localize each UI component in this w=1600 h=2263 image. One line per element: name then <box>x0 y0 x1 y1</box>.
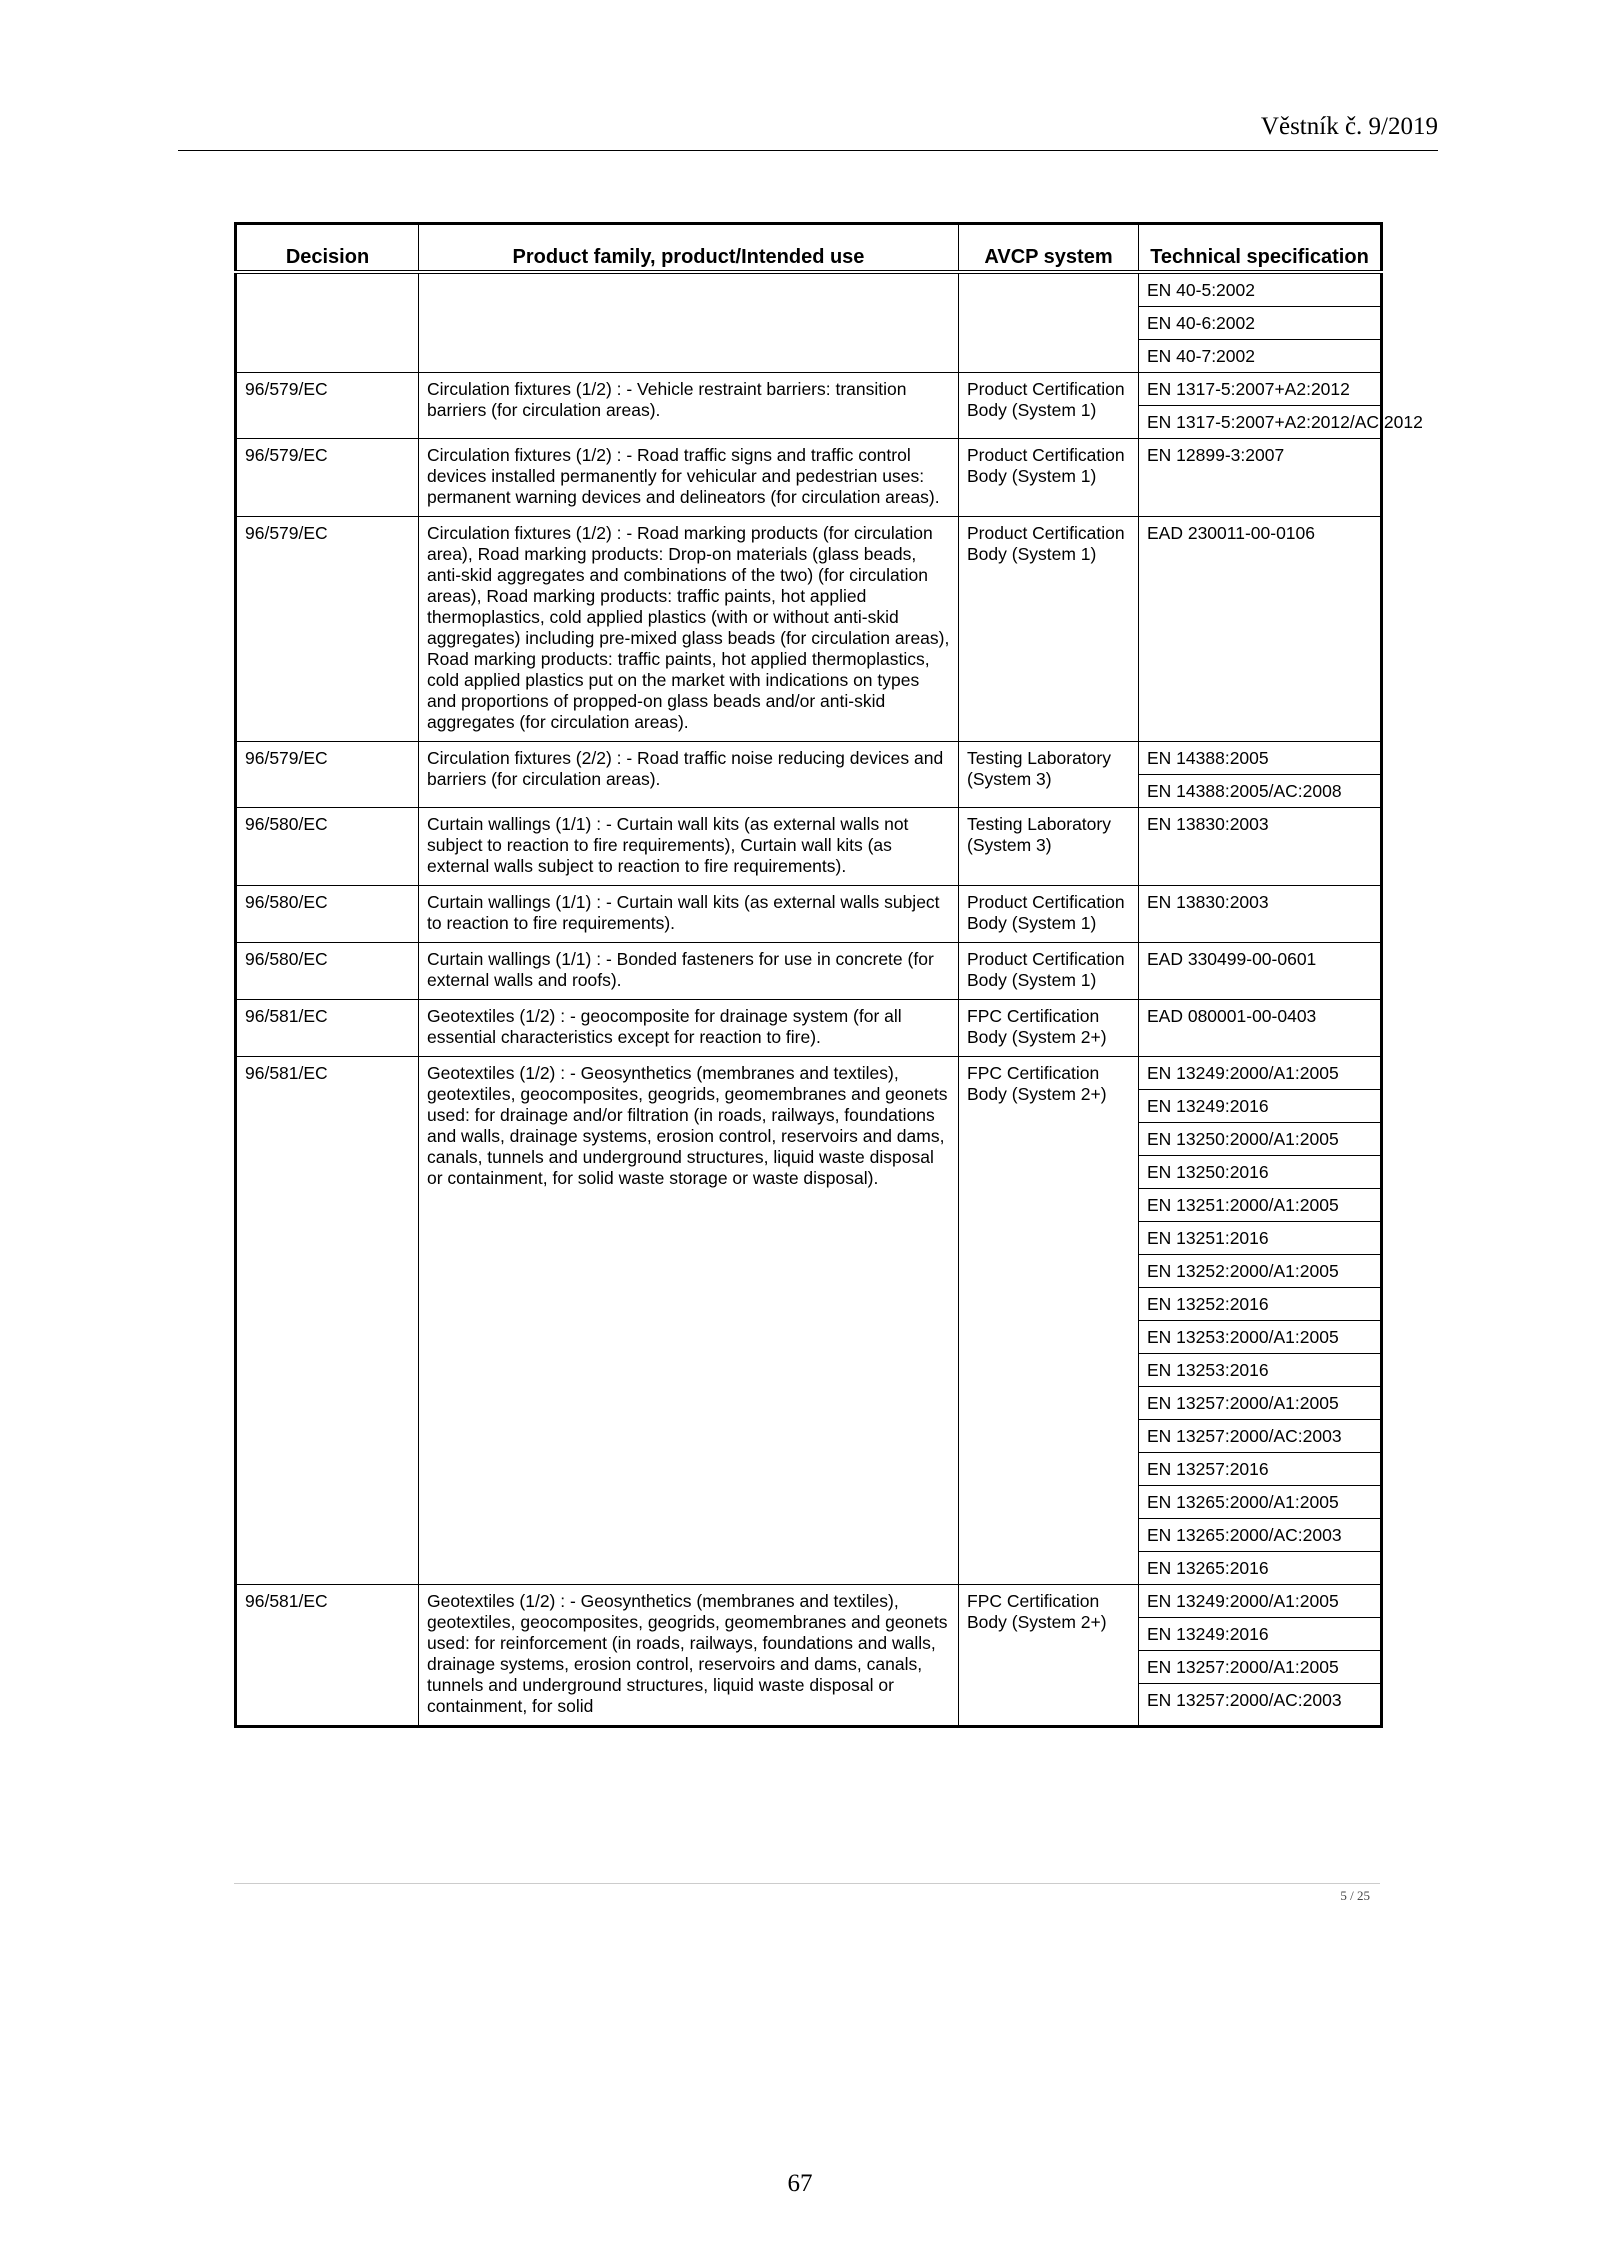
specification-table <box>234 222 1423 1728</box>
decision-cell: 96/580/EC <box>236 808 419 886</box>
technical-spec-cell <box>1139 439 1382 517</box>
table-row <box>236 1000 1382 1057</box>
technical-spec-item: EN 13265:2016 <box>1147 1558 1269 1578</box>
product-cell: Curtain wallings (1/1) : - Bonded fasteners for use in concrete (for external walls and roofs). <box>419 943 959 1000</box>
technical-spec-item: EAD 080001-00-0403 <box>1147 1006 1317 1026</box>
avcp-cell: Product Certification Body (System 1) <box>959 886 1139 943</box>
technical-spec-cell <box>1139 886 1382 943</box>
avcp-cell <box>959 272 1139 373</box>
running-header <box>178 112 1438 151</box>
technical-spec-item: EN 13830:2003 <box>1147 892 1269 912</box>
technical-spec-item: EN 13257:2000/AC:2003 <box>1139 1420 1380 1453</box>
avcp-cell: Product Certification Body (System 1) <box>959 373 1139 439</box>
product-cell: Geotextiles (1/2) : - Geosynthetics (membranes and textiles), geotextiles, geocomposites, geogrids, geomembranes and geonets used: for reinforcement (in roads, railways, foundations and walls, drainage systems, erosion control, reservoirs and dams, canals, tunnels and underground structures, liquid waste disposal or containment, for solid <box>419 1585 959 1727</box>
col-header-technical-spec: Technical specification <box>1139 224 1382 273</box>
product-cell: Circulation fixtures (1/2) : - Vehicle restraint barriers: transition barriers (for circulation areas). <box>419 373 959 439</box>
technical-spec-item: EN 13257:2000/A1:2005 <box>1139 1387 1380 1420</box>
table-header-row <box>236 224 1382 273</box>
table-row <box>236 373 1382 439</box>
page-divider <box>234 1883 1380 1884</box>
technical-spec-item: EN 12899-3:2007 <box>1147 445 1285 465</box>
technical-spec-cell <box>1139 517 1382 742</box>
technical-spec-cell <box>1139 373 1423 439</box>
page-fraction: 5 / 25 <box>1340 1888 1370 1903</box>
decision-cell: 96/581/EC <box>236 1585 419 1727</box>
decision-cell: 96/579/EC <box>236 742 419 808</box>
technical-spec-cell <box>1139 272 1382 373</box>
decision-cell: 96/580/EC <box>236 943 419 1000</box>
technical-spec-item: EN 13249:2016 <box>1139 1618 1380 1651</box>
technical-spec-item: EN 14388:2005 <box>1139 742 1380 775</box>
technical-spec-item: EN 13830:2003 <box>1147 814 1269 834</box>
decision-cell <box>236 272 419 373</box>
technical-spec-item: EAD 230011-00-0106 <box>1147 523 1315 543</box>
technical-spec-item: EN 1317-5:2007+A2:2012/AC:2012 <box>1147 412 1423 432</box>
avcp-cell: Product Certification Body (System 1) <box>959 439 1139 517</box>
technical-spec-cell <box>1139 1585 1382 1727</box>
journal-title: Věstník č. 9/2019 <box>1260 113 1438 140</box>
avcp-cell: Testing Laboratory (System 3) <box>959 808 1139 886</box>
avcp-cell: Testing Laboratory (System 3) <box>959 742 1139 808</box>
decision-cell: 96/580/EC <box>236 886 419 943</box>
col-header-decision: Decision <box>236 224 419 273</box>
technical-spec-item: EN 13250:2016 <box>1139 1156 1380 1189</box>
technical-spec-item: EN 13265:2000/AC:2003 <box>1139 1519 1380 1552</box>
technical-spec-item: EN 13253:2000/A1:2005 <box>1139 1321 1380 1354</box>
decision-cell: 96/579/EC <box>236 373 419 439</box>
table-row <box>236 272 1382 373</box>
table-row <box>236 1585 1382 1727</box>
technical-spec-item: EN 14388:2005/AC:2008 <box>1147 781 1342 801</box>
product-cell: Curtain wallings (1/1) : - Curtain wall kits (as external walls subject to reaction to fire requirements). <box>419 886 959 943</box>
avcp-cell: FPC Certification Body (System 2+) <box>959 1585 1139 1727</box>
technical-spec-item: EN 40-6:2002 <box>1139 307 1380 340</box>
product-cell: Circulation fixtures (1/2) : - Road marking products (for circulation area), Road marking products: Drop-on materials (glass beads, anti-skid aggregates and combinations of the two) (for circulation areas), Road marking products: traffic paints, hot applied thermoplastics, cold applied plastics (with or without anti-skid aggregates) including pre-mixed glass beads (for circulation areas), Road marking products: traffic paints, hot applied thermoplastics, cold applied plastics put on the market with indications on types and proportions of propped-on glass beads and/or anti-skid aggregates (for circulation areas). <box>419 517 959 742</box>
product-cell <box>419 272 959 373</box>
product-cell: Geotextiles (1/2) : - Geosynthetics (membranes and textiles), geotextiles, geocomposites, geogrids, geomembranes and geonets used: for drainage and/or filtration (in roads, railways, foundations and walls, drainage systems, erosion control, reservoirs and dams, canals, tunnels and underground structures, liquid waste disposal or containment, for solid waste storage or waste disposal). <box>419 1057 959 1585</box>
decision-cell: 96/579/EC <box>236 439 419 517</box>
technical-spec-item: EN 13249:2000/A1:2005 <box>1139 1585 1380 1618</box>
table-body <box>236 272 1423 1727</box>
technical-spec-item: EN 1317-5:2007+A2:2012 <box>1139 373 1380 406</box>
technical-spec-item: EN 13257:2000/A1:2005 <box>1139 1651 1380 1684</box>
technical-spec-item: EN 13253:2016 <box>1139 1354 1380 1387</box>
table-row <box>236 808 1382 886</box>
product-cell: Circulation fixtures (2/2) : - Road traffic noise reducing devices and barriers (for circulation areas). <box>419 742 959 808</box>
technical-spec-item: EN 13250:2000/A1:2005 <box>1139 1123 1380 1156</box>
technical-spec-cell <box>1139 1057 1382 1585</box>
page-number: 67 <box>787 2170 813 2197</box>
product-cell: Circulation fixtures (1/2) : - Road traffic signs and traffic control devices installed permanently for vehicular and pedestrian uses: permanent warning devices and delineators (for circulation areas). <box>419 439 959 517</box>
product-cell: Geotextiles (1/2) : - geocomposite for drainage system (for all essential characteristics except for reaction to fire). <box>419 1000 959 1057</box>
technical-spec-item: EN 13252:2016 <box>1139 1288 1380 1321</box>
avcp-cell: FPC Certification Body (System 2+) <box>959 1057 1139 1585</box>
col-header-avcp: AVCP system <box>959 224 1139 273</box>
avcp-cell: Product Certification Body (System 1) <box>959 517 1139 742</box>
table-row <box>236 943 1382 1000</box>
technical-spec-item: EN 40-7:2002 <box>1147 346 1255 366</box>
technical-spec-item: EN 13265:2000/A1:2005 <box>1139 1486 1380 1519</box>
table-row <box>236 439 1382 517</box>
technical-spec-item: EN 13257:2000/AC:2003 <box>1147 1690 1342 1710</box>
technical-spec-cell <box>1139 742 1382 808</box>
technical-spec-item: EN 13251:2016 <box>1139 1222 1380 1255</box>
technical-spec-item: EN 13257:2016 <box>1139 1453 1380 1486</box>
avcp-cell: Product Certification Body (System 1) <box>959 943 1139 1000</box>
decision-cell: 96/581/EC <box>236 1057 419 1585</box>
table-row <box>236 742 1382 808</box>
table-row <box>236 1057 1382 1585</box>
technical-spec-cell <box>1139 808 1382 886</box>
technical-spec-item: EN 13251:2000/A1:2005 <box>1139 1189 1380 1222</box>
technical-spec-item: EAD 330499-00-0601 <box>1147 949 1317 969</box>
technical-spec-item: EN 40-5:2002 <box>1139 274 1380 307</box>
decision-cell: 96/579/EC <box>236 517 419 742</box>
avcp-cell: FPC Certification Body (System 2+) <box>959 1000 1139 1057</box>
table-row <box>236 517 1382 742</box>
technical-spec-item: EN 13252:2000/A1:2005 <box>1139 1255 1380 1288</box>
technical-spec-cell <box>1139 943 1382 1000</box>
decision-cell: 96/581/EC <box>236 1000 419 1057</box>
technical-spec-cell <box>1139 1000 1382 1057</box>
col-header-product: Product family, product/Intended use <box>419 224 959 273</box>
product-cell: Curtain wallings (1/1) : - Curtain wall kits (as external walls not subject to reaction to fire requirements), Curtain wall kits (as external walls subject to reaction to fire requirements). <box>419 808 959 886</box>
technical-spec-item: EN 13249:2000/A1:2005 <box>1139 1057 1380 1090</box>
table-row <box>236 886 1382 943</box>
technical-spec-item: EN 13249:2016 <box>1139 1090 1380 1123</box>
